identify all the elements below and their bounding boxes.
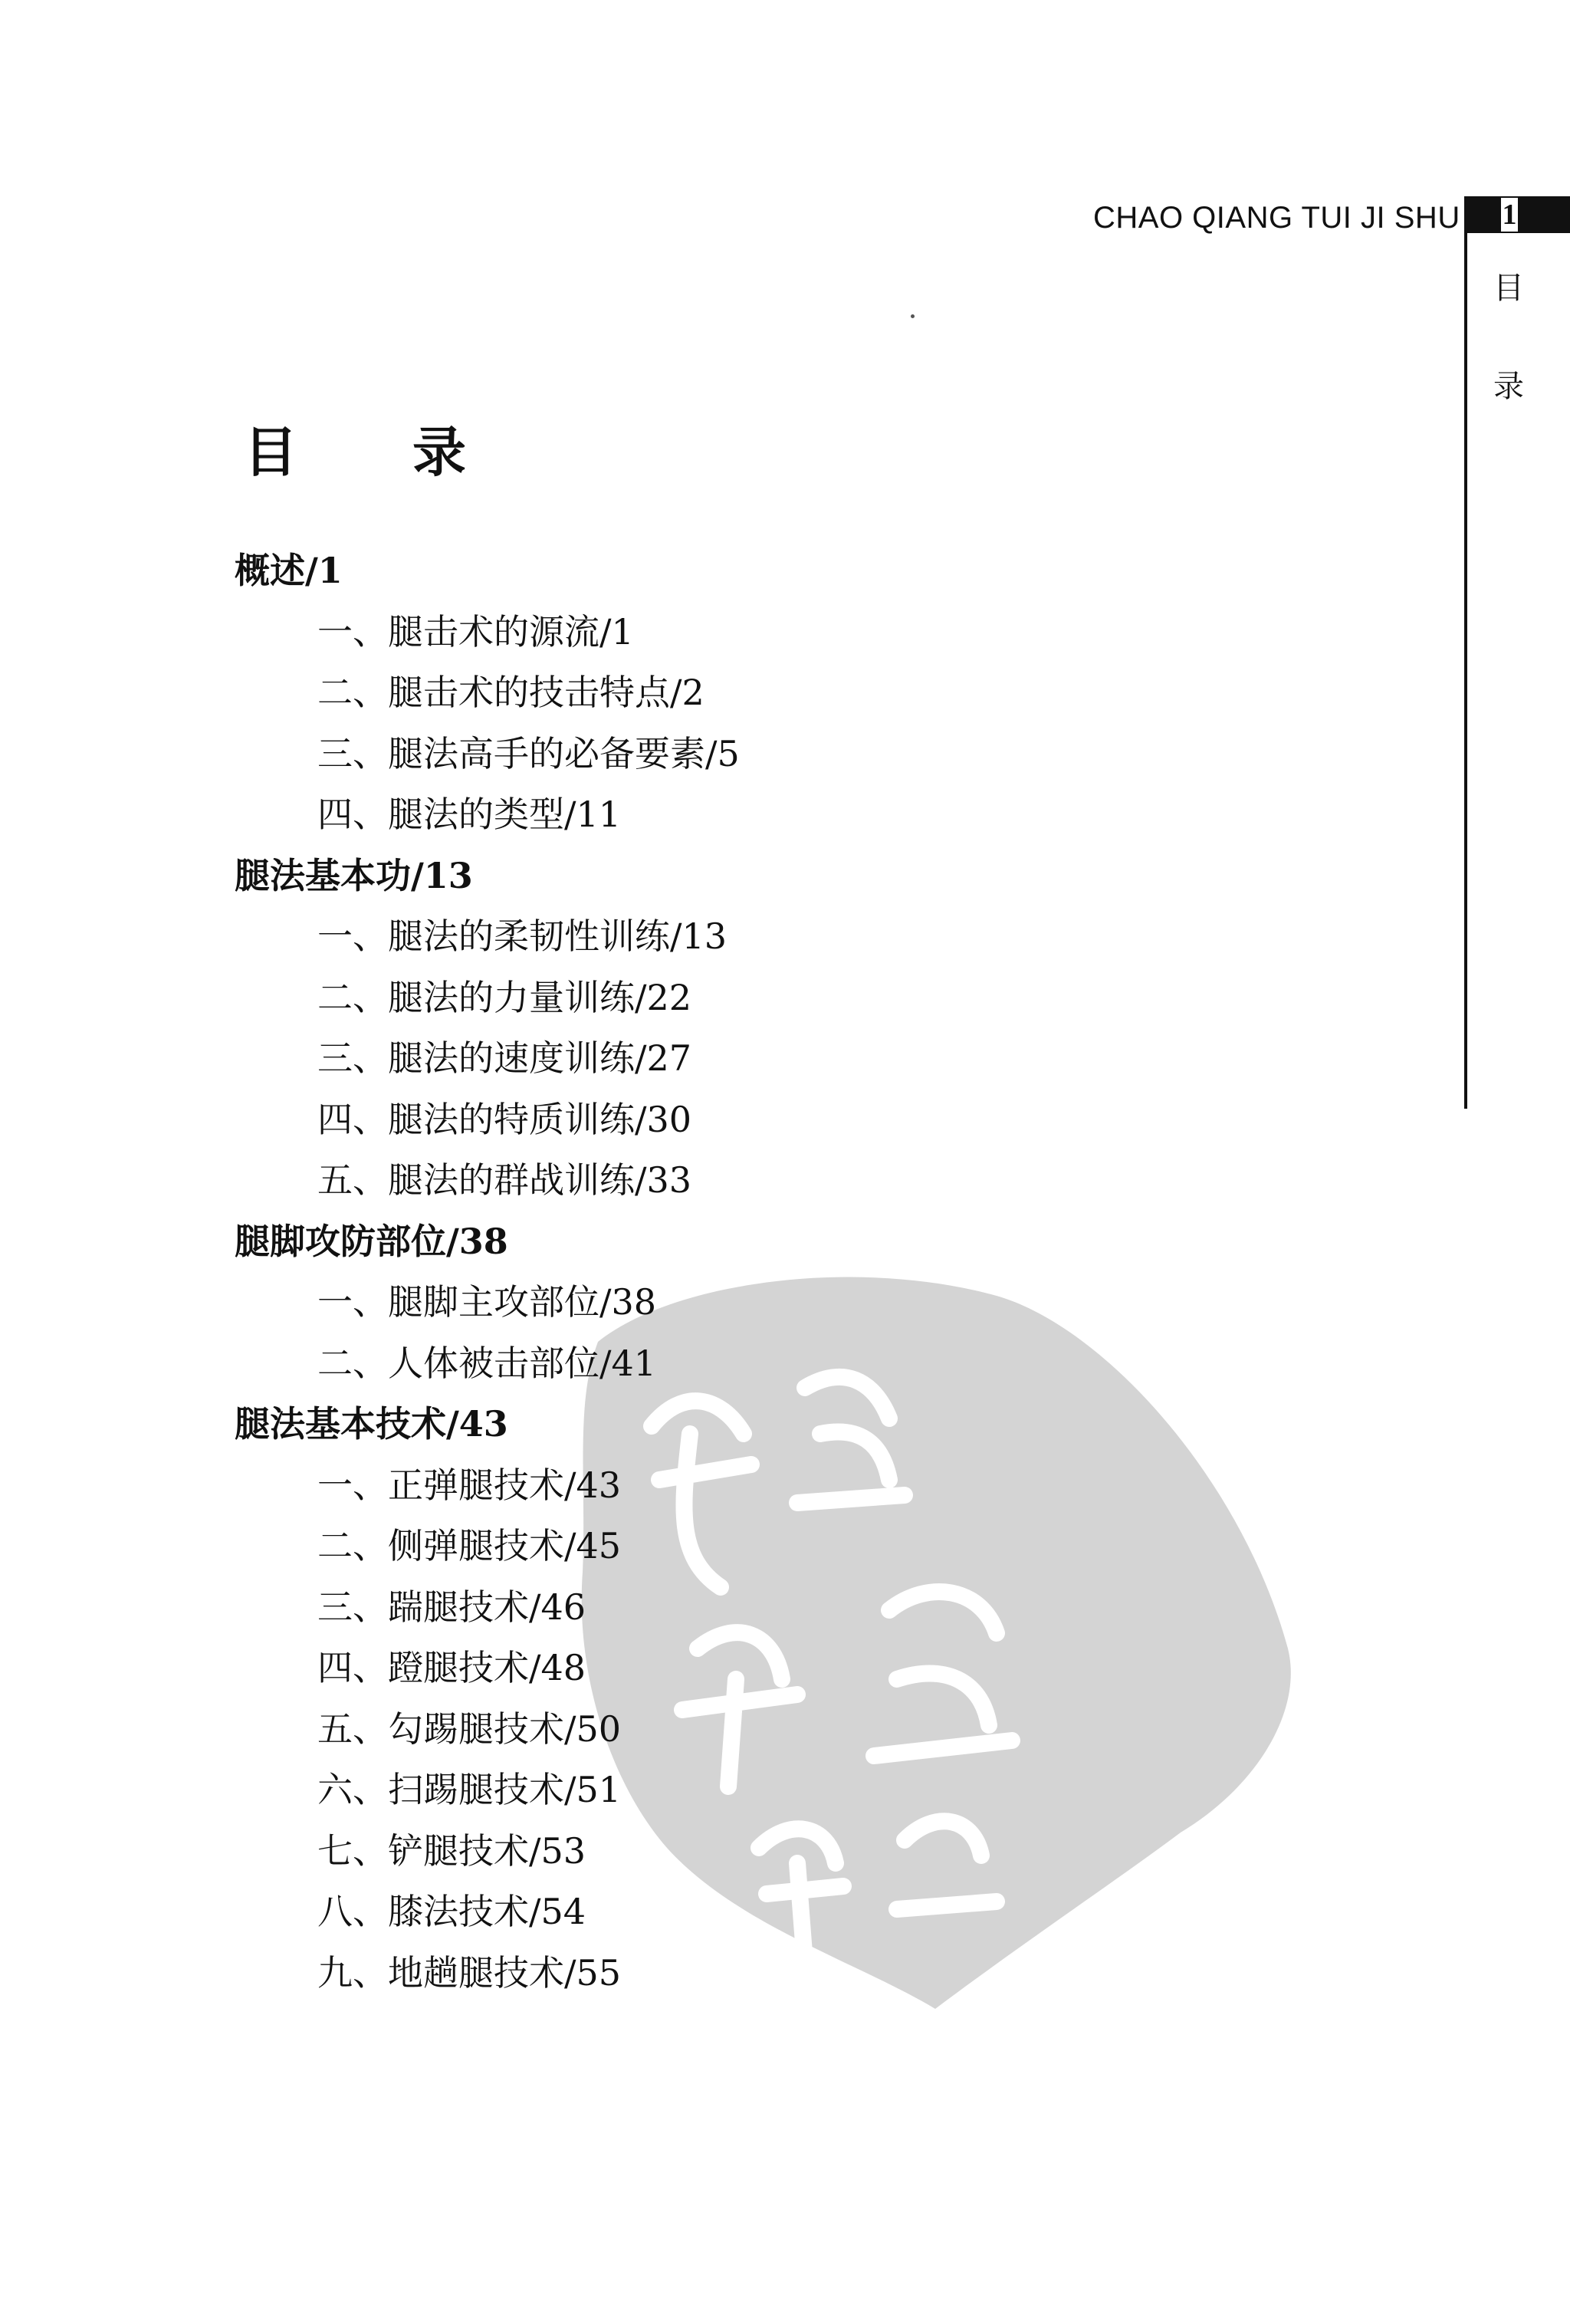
toc-section-entry: 三、腿法高手的必备要素/5 (317, 732, 740, 774)
side-section-label (1492, 273, 1526, 469)
side-label-char: 录 (1493, 369, 1524, 404)
toc-section-entry: 一、腿击术的源流/1 (317, 610, 634, 652)
toc-section-entry: 三、腿法的速度训练/27 (317, 1037, 692, 1079)
print-speck (911, 314, 915, 318)
toc-section-entry: 一、腿法的柔韧性训练/13 (317, 915, 728, 957)
toc-section-entry: 二、人体被击部位/41 (317, 1342, 657, 1384)
seal-watermark (567, 1250, 1303, 2017)
toc-section-entry: 三、踹腿技术/46 (317, 1586, 586, 1628)
side-divider (1464, 233, 1467, 1109)
toc-chapter-entry: 概述/1 (235, 550, 343, 591)
toc-section-entry: 四、腿法的类型/11 (317, 794, 622, 835)
title-char-2: 录 (412, 421, 466, 484)
side-label-char: 目 (1493, 271, 1524, 306)
toc-chapter-entry: 腿法基本功/13 (235, 854, 473, 896)
toc-section-entry: 二、腿击术的技击特点/2 (317, 672, 705, 713)
toc-section-entry: 四、蹬腿技术/48 (317, 1647, 586, 1688)
running-head-title: CHAO QIANG TUI JI SHU (1093, 201, 1460, 235)
title-char-1: 目 (244, 421, 297, 484)
toc-section-entry: 五、腿法的群战训练/33 (317, 1159, 692, 1201)
toc-section-entry: 一、腿脚主攻部位/38 (317, 1281, 657, 1323)
toc-section-entry: 二、腿法的力量训练/22 (317, 976, 692, 1018)
toc-chapter-entry: 腿法基本技术/43 (235, 1403, 508, 1445)
page-number: 1 (1502, 199, 1517, 231)
page-title (244, 409, 466, 487)
toc-chapter-entry: 腿脚攻防部位/38 (235, 1220, 508, 1262)
toc-section-entry: 八、膝法技术/54 (317, 1891, 586, 1932)
toc-section-entry: 六、扫踢腿技术/51 (317, 1769, 622, 1810)
toc-section-entry: 四、腿法的特质训练/30 (317, 1098, 692, 1140)
toc-section-entry: 九、地趟腿技术/55 (317, 1951, 622, 1994)
toc-section-entry: 五、勾踢腿技术/50 (317, 1708, 622, 1750)
toc-section-entry: 七、铲腿技术/53 (317, 1829, 586, 1872)
toc-section-entry: 一、正弹腿技术/43 (317, 1464, 622, 1506)
toc-section-entry: 二、侧弹腿技术/45 (317, 1525, 622, 1566)
